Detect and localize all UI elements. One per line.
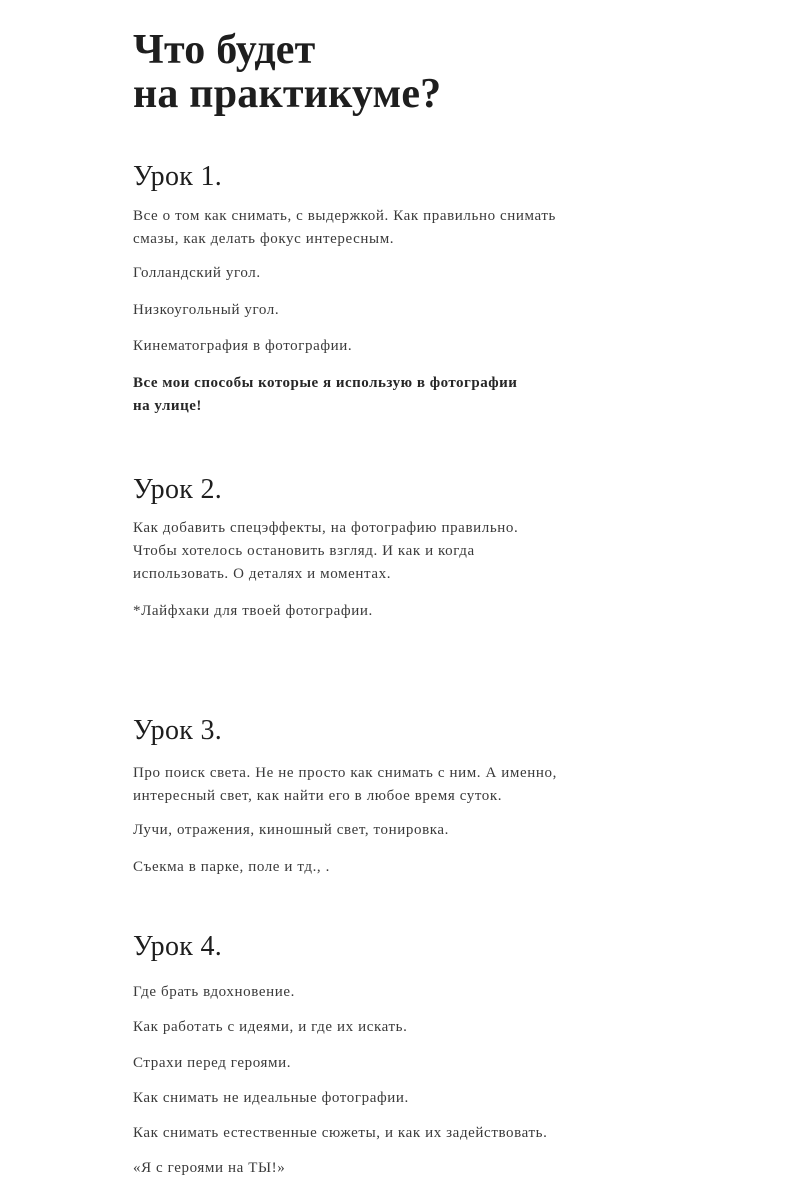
- text-line: Кинематография в фотографии.: [133, 338, 353, 354]
- text-line: Как снимать не идеальные фотографии.: [133, 1090, 409, 1106]
- text-line: использовать. О деталях и моментах.: [133, 566, 392, 582]
- lesson-4-paragraph-4: [133, 1087, 409, 1110]
- lesson-3-heading: Урок 3.: [133, 715, 223, 746]
- lesson-4-paragraph-3: [133, 1052, 291, 1075]
- lesson-2-heading: Урок 2.: [133, 474, 223, 505]
- text-line: Съекма в парке, поле и тд., .: [133, 859, 330, 875]
- lesson-1-paragraph-3: [133, 299, 279, 322]
- lesson-4-paragraph-2: [133, 1016, 407, 1039]
- lesson-4-paragraph-6: [133, 1157, 285, 1180]
- text-line: Все о том как снимать, с выдержкой. Как правильно снимать: [133, 208, 556, 224]
- page-title-line-2: на практикуме?: [133, 71, 442, 117]
- text-line: Чтобы хотелось остановить взгляд. И как и когда: [133, 543, 475, 559]
- lesson-1-heading: Урок 1.: [133, 161, 223, 192]
- page-title: [133, 28, 441, 116]
- text-line: Низкоугольный угол.: [133, 302, 280, 318]
- lesson-1-paragraph-4: [133, 335, 352, 358]
- text-line: на улице!: [133, 398, 202, 414]
- lesson-3-paragraph-2: [133, 819, 449, 842]
- text-line: *Лайфхаки для твоей фотографии.: [133, 603, 373, 619]
- text-line: «Я с героями на ТЫ!»: [133, 1160, 286, 1176]
- text-line: Лучи, отражения, киношный свет, тонировка.: [133, 822, 450, 838]
- lesson-4-paragraph-1: [133, 981, 295, 1004]
- lesson-2-paragraph-2: [133, 600, 373, 623]
- text-line: Как работать с идеями, и где их искать.: [133, 1019, 408, 1035]
- lesson-1-paragraph-2: [133, 262, 261, 285]
- lesson-4-paragraph-5: [133, 1122, 547, 1145]
- text-line: Страхи перед героями.: [133, 1055, 292, 1071]
- lesson-4-heading: Урок 4.: [133, 931, 223, 962]
- text-line: Где брать вдохновение.: [133, 984, 295, 1000]
- page-title-line-1: Что будет: [133, 27, 316, 73]
- lesson-3-paragraph-3: [133, 856, 330, 879]
- text-line: смазы, как делать фокус интересным.: [133, 231, 395, 247]
- text-line: Как снимать естественные сюжеты, и как их задействовать.: [133, 1125, 548, 1141]
- text-line: Как добавить спецэффекты, на фотографию правильно.: [133, 520, 519, 536]
- lesson-2-paragraph-1: [133, 517, 518, 586]
- text-line: Голландский угол.: [133, 265, 261, 281]
- lesson-1-paragraph-1: [133, 205, 556, 251]
- lesson-3-paragraph-1: [133, 762, 557, 808]
- lesson-1-highlight: [133, 372, 517, 418]
- text-line: интересный свет, как найти его в любое время суток.: [133, 788, 503, 804]
- text-line: Все мои способы которые я использую в фотографии: [133, 375, 518, 391]
- text-line: Про поиск света. Не не просто как снимать с ним. А именно,: [133, 765, 557, 781]
